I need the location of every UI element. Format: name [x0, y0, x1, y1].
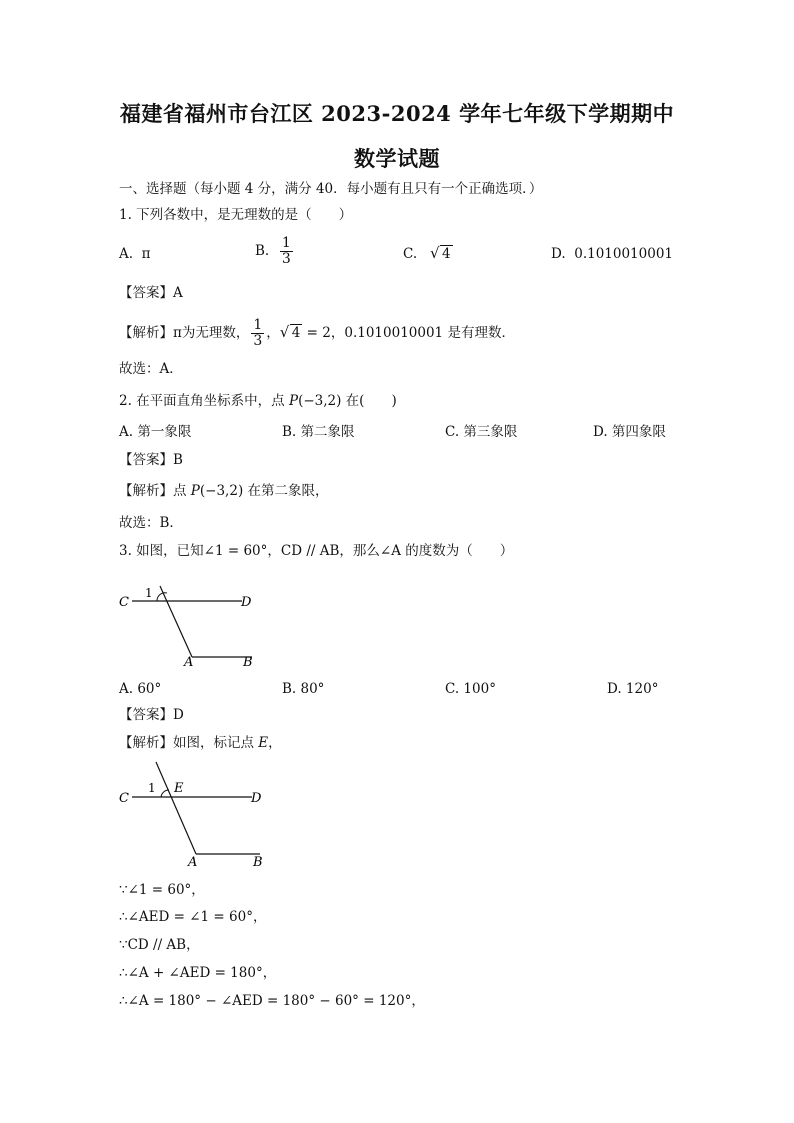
fraction: $\frac{1}{3}$	[281, 235, 291, 267]
q3-step-5: ∴∠A = 180° − ∠AED = 180° − 60° = 120°，	[119, 993, 425, 1009]
q2-option-c: C. 第三象限	[445, 424, 518, 440]
page-subtitle: 数学试题	[354, 146, 440, 171]
sqrt-symbol: √ 4	[279, 323, 301, 341]
q3-option-a: A. 60°	[119, 681, 162, 697]
q1-conclusion: 故选：A．	[119, 361, 183, 377]
transversal	[156, 762, 196, 854]
q2-analysis: 【解析】点 P(−3,2) 在第二象限，	[119, 483, 329, 499]
label-angle-1: 1	[145, 586, 153, 600]
q2-answer: 【答案】B	[119, 452, 183, 468]
q2-option-a: A. 第一象限	[119, 424, 192, 440]
q3-figure	[112, 578, 272, 672]
label-a: A	[184, 655, 194, 670]
label-c: C	[119, 791, 129, 806]
q3-option-d: D. 120°	[607, 681, 659, 697]
label-c: C	[119, 595, 129, 610]
q2-conclusion: 故选：B．	[119, 515, 183, 531]
angle-arc	[161, 790, 169, 797]
q3-stem: 3. 如图，已知∠1 = 60°，CD // AB，那么∠A 的度数为（ ）	[119, 543, 514, 559]
label-b: B	[243, 655, 253, 670]
q2-option-d: D. 第四象限	[593, 424, 666, 440]
q3-answer: 【答案】D	[119, 707, 184, 723]
q1-option-c: C. √ 4	[403, 244, 451, 262]
q3-step-2: ∴∠AED = ∠1 = 60°，	[119, 909, 267, 925]
q3-analysis: 【解析】如图，标记点 E，	[119, 735, 282, 751]
transversal	[160, 586, 192, 657]
q1-answer: 【答案】A	[119, 285, 183, 301]
q3-step-3: ∵CD // AB，	[119, 937, 200, 953]
q1-option-b: B. $\frac{1}{3}$	[255, 235, 291, 267]
label-d: D	[241, 595, 252, 610]
q1-option-d: D. 0.1010010001	[551, 246, 674, 262]
sqrt-symbol: √ 4	[430, 244, 451, 262]
q3-option-b: B. 80°	[282, 681, 325, 697]
q1-analysis: 【解析】π为无理数， $\frac{1}{3}$ ， √ 4 = 2，0.1010010001 是有理数．	[119, 317, 515, 349]
label-a: A	[188, 855, 198, 870]
q1-stem: 1. 下列各数中，是无理数的是（ ）	[119, 207, 353, 223]
fraction: $\frac{1}{3}$	[253, 317, 263, 349]
label-angle-1: 1	[148, 781, 156, 795]
q2-stem: 2. 在平面直角坐标系中，点 P(−3,2) 在( )	[119, 393, 397, 409]
label-e: E	[174, 781, 184, 796]
q3-option-c: C. 100°	[445, 681, 496, 697]
page-title: 福建省福州市台江区 2023-2024 学年七年级下学期期中	[119, 101, 675, 126]
label-b: B	[253, 855, 263, 870]
q2-option-b: B. 第二象限	[282, 424, 355, 440]
q3-step-4: ∴∠A + ∠AED = 180°，	[119, 965, 277, 981]
label-d: D	[251, 791, 262, 806]
q1-option-a: A. π	[119, 246, 151, 262]
q3-step-1: ∵∠1 = 60°，	[119, 882, 205, 898]
q3-analysis-figure	[112, 760, 272, 872]
section-heading: 一、选择题（每小题 4 分，满分 40．每小题有且只有一个正确选项．）	[119, 181, 543, 197]
